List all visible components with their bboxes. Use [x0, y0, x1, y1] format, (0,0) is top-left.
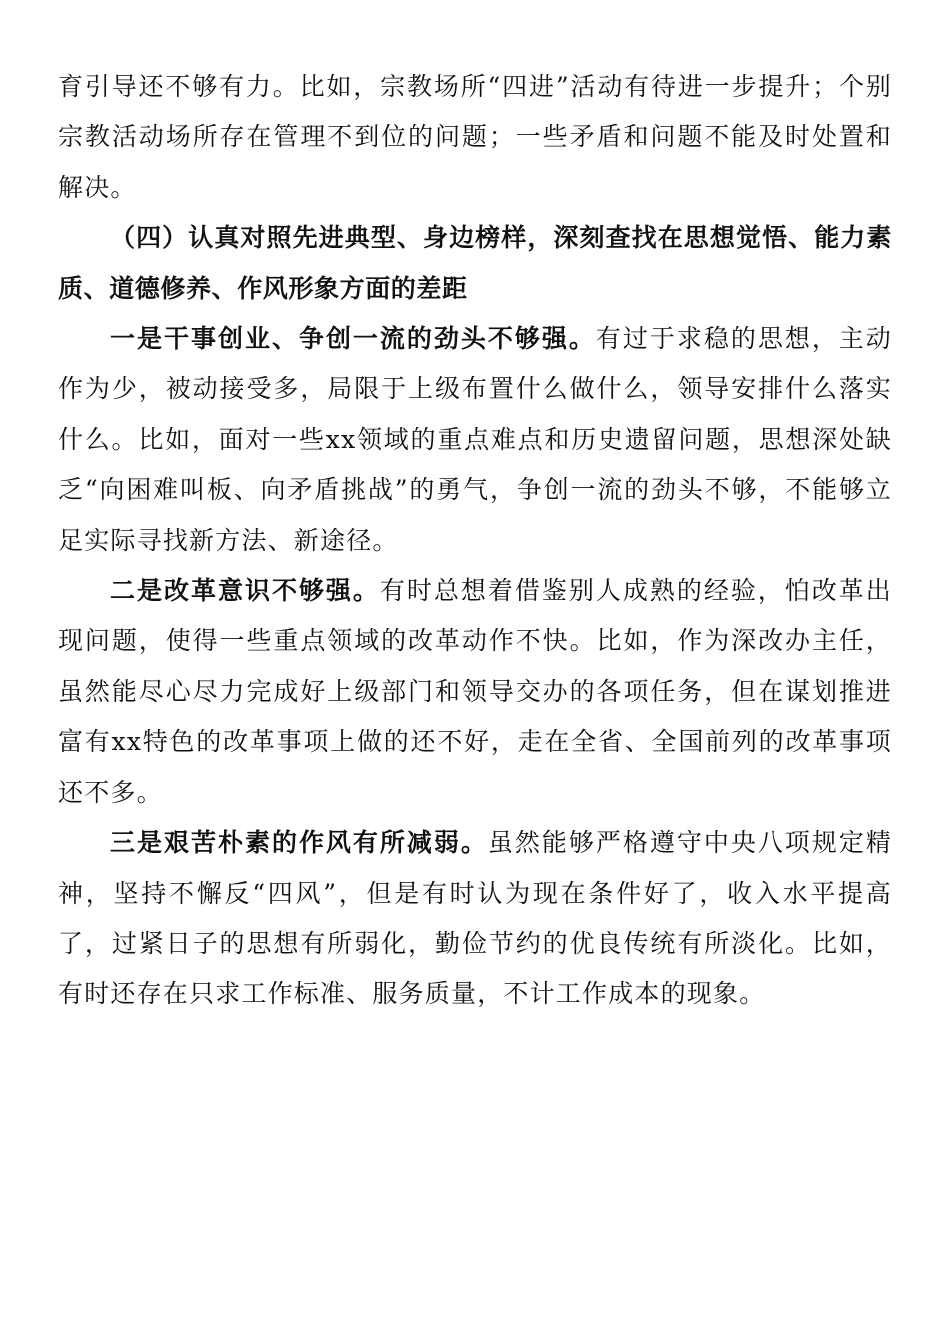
paragraph-point-two	[58, 566, 892, 818]
point-one-body: 有过于求稳的思想，主动作为少，被动接受多，局限于上级布置什么做什么，领导安排什么落实什么。比如，面对一些xx领域的重点难点和历史遗留问题，思想深处缺乏“向困难叫板、向矛盾挑战”的勇气，争创一流的劲头不够，不能够立足实际寻找新方法、新途径。	[58, 324, 893, 555]
point-one-lead: 一是干事创业、争创一流的劲头不够强。	[110, 324, 596, 354]
point-two-lead: 二是改革意识不够强。	[110, 576, 380, 606]
point-two-body: 有时总想着借鉴别人成熟的经验，怕改革出现问题，使得一些重点领域的改革动作不快。比如，作为深改办主任，虽然能尽心尽力完成好上级部门和领导交办的各项任务，但在谋划推进富有xx特色的改革事项上做的还不好，走在全省、全国前列的改革事项还不多。	[58, 576, 892, 807]
paragraph-point-three	[58, 818, 892, 1020]
point-three-body: 虽然能够严格遵守中央八项规定精神，坚持不懈反“四风”，但是有时认为现在条件好了，收入水平提高了，过紧日子的思想有所弱化，勤俭节约的优良传统有所淡化。比如，有时还存在只求工作标准、服务质量，不计工作成本的现象。	[58, 828, 892, 1009]
point-three-lead: 三是艰苦朴素的作风有所减弱。	[110, 828, 488, 858]
document-page	[58, 62, 892, 1020]
paragraph-continuation: 育引导还不够有力。比如，宗教场所“四进”活动有待进一步提升；个别宗教活动场所存在管理不到位的问题；一些矛盾和问题不能及时处置和解决。	[58, 72, 892, 202]
section-heading-four: （四）认真对照先进典型、身边榜样，深刻查找在思想觉悟、能力素质、道德修养、作风形象方面的差距	[58, 223, 892, 303]
paragraph-point-one	[58, 314, 892, 566]
